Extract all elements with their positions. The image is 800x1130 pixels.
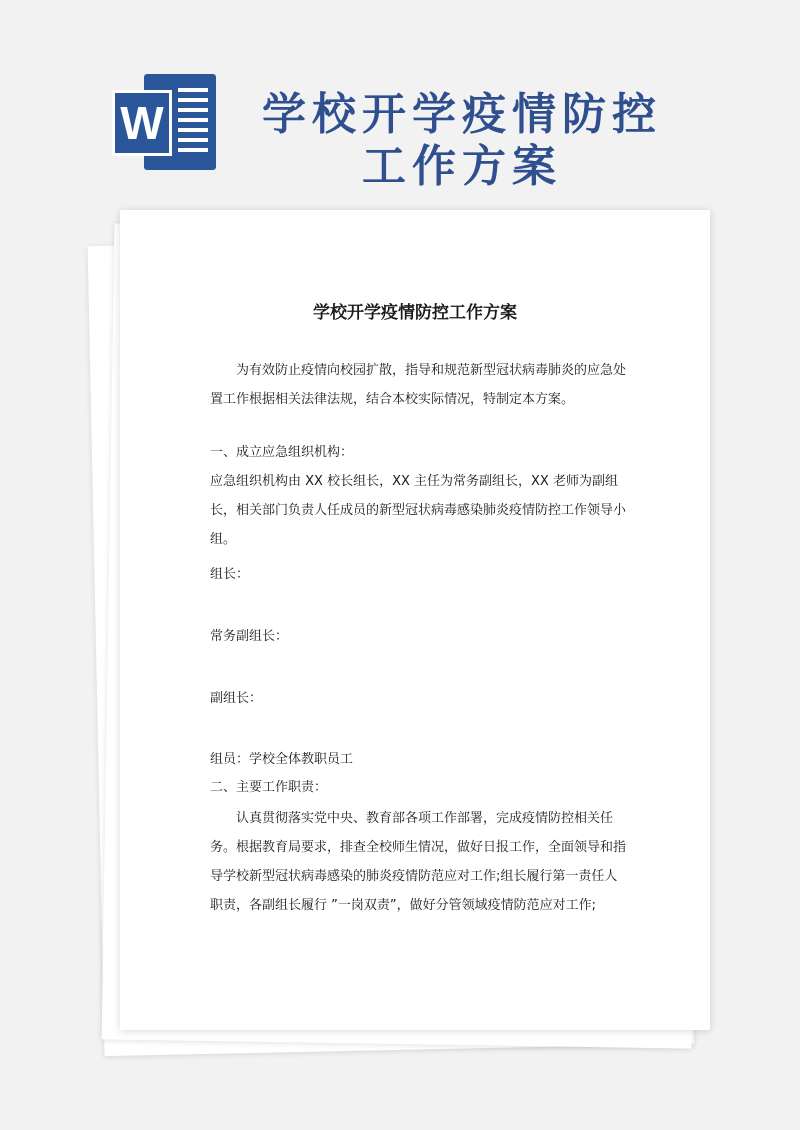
word-icon — [112, 74, 216, 170]
document-page — [120, 210, 710, 1030]
document-title: 学校开学疫情防控工作方案 — [313, 303, 517, 323]
section1-heading: 一、成立应急组织机构： — [210, 445, 354, 460]
deputy-label: 副组长： — [210, 691, 263, 706]
banner-title-line2: 工作方案 — [362, 141, 562, 192]
leader-label: 组长： — [210, 567, 250, 582]
section2-heading: 二、主要工作职责： — [210, 780, 328, 795]
banner — [0, 0, 800, 200]
members-label: 组员：学校全体教职员工 — [210, 752, 354, 767]
section1-body: 应急组织机构由 XX 校长组长，XX 主任为常务副组长，XX 老师为副组长，相关部门负责人任成员的新型冠状病毒感染肺炎疫情防控工作领导小组。 — [210, 474, 627, 547]
banner-title-line1: 学校开学疫情防控 — [262, 89, 662, 140]
exec-deputy-label: 常务副组长： — [210, 629, 289, 644]
section2-body: 认真贯彻落实党中央、教育部各项工作部署，完成疫情防控相关任务。根据教育局要求，排查全校师生情况，做好日报工作，全面领导和指导学校新型冠状病毒感染的肺炎疫情防范应对工作;组长履行第一责任人职责，各副组长履行 ”一岗双责”，做好分管领域疫情防范应对工作; — [210, 811, 627, 913]
word-letter-badge: W — [112, 90, 172, 156]
intro-paragraph: 为有效防止疫情向校园扩散，指导和规范新型冠状病毒肺炎的应急处置工作根据相关法律法规，结合本校实际情况，特制定本方案。 — [210, 363, 627, 407]
